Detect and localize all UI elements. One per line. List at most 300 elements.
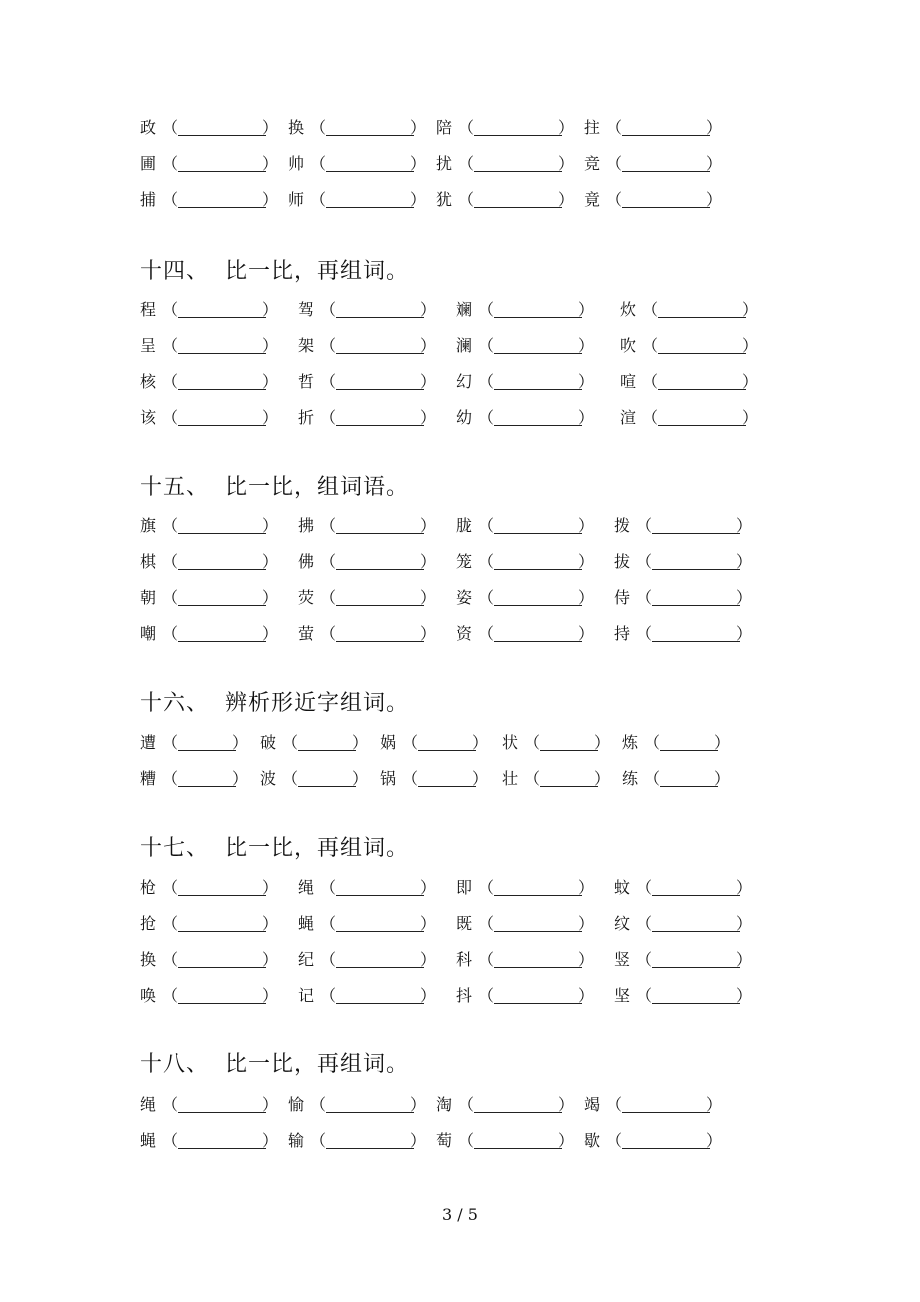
open-paren: （ <box>162 733 179 752</box>
answer-blank[interactable] <box>336 641 424 642</box>
answer-blank[interactable] <box>494 641 582 642</box>
answer-blank[interactable] <box>652 605 740 606</box>
open-paren: （ <box>282 733 299 752</box>
character: 状 <box>502 733 519 752</box>
close-paren: ） <box>706 118 723 137</box>
close-paren: ） <box>578 408 595 427</box>
close-paren: ） <box>410 1131 427 1150</box>
close-paren: ） <box>420 300 437 319</box>
close-paren: ） <box>420 408 437 427</box>
open-paren: （ <box>162 516 179 535</box>
close-paren: ） <box>262 372 279 391</box>
open-paren: （ <box>320 588 337 607</box>
close-paren: ） <box>736 552 753 571</box>
close-paren: ） <box>262 154 279 173</box>
close-paren: ） <box>232 769 249 788</box>
open-paren: （ <box>458 1131 475 1150</box>
open-paren: （ <box>320 950 337 969</box>
answer-blank[interactable] <box>326 207 414 208</box>
close-paren: ） <box>262 516 279 535</box>
close-paren: ） <box>736 986 753 1005</box>
open-paren: （ <box>162 552 179 571</box>
answer-blank[interactable] <box>326 1148 414 1149</box>
answer-blank[interactable] <box>336 967 424 968</box>
character: 锅 <box>380 769 397 788</box>
answer-blank[interactable] <box>622 171 710 172</box>
answer-blank[interactable] <box>326 1112 414 1113</box>
character: 遭 <box>140 733 157 752</box>
open-paren: （ <box>162 769 179 788</box>
close-paren: ） <box>578 624 595 643</box>
section-title: 十六、 辨析形近字组词。 <box>140 691 409 716</box>
character: 吹 <box>620 336 637 355</box>
answer-blank[interactable] <box>494 317 582 318</box>
close-paren: ） <box>558 118 575 137</box>
character: 拄 <box>584 118 601 137</box>
open-paren: （ <box>320 372 337 391</box>
answer-blank[interactable] <box>178 207 266 208</box>
open-paren: （ <box>162 1131 179 1150</box>
character: 驾 <box>298 300 315 319</box>
close-paren: ） <box>352 769 369 788</box>
character: 纪 <box>298 950 315 969</box>
answer-blank[interactable] <box>178 750 236 751</box>
close-paren: ） <box>706 190 723 209</box>
answer-blank[interactable] <box>658 389 746 390</box>
answer-blank[interactable] <box>178 931 266 932</box>
answer-blank[interactable] <box>494 533 582 534</box>
open-paren: （ <box>642 300 659 319</box>
close-paren: ） <box>714 733 731 752</box>
open-paren: （ <box>478 516 495 535</box>
open-paren: （ <box>606 1131 623 1150</box>
close-paren: ） <box>262 300 279 319</box>
character: 帅 <box>288 154 305 173</box>
answer-blank[interactable] <box>652 533 740 534</box>
character: 朝 <box>140 588 157 607</box>
open-paren: （ <box>282 769 299 788</box>
answer-blank[interactable] <box>178 641 266 642</box>
character: 架 <box>298 336 315 355</box>
character: 侍 <box>614 588 631 607</box>
answer-blank[interactable] <box>660 750 718 751</box>
character: 折 <box>298 408 315 427</box>
open-paren: （ <box>524 769 541 788</box>
answer-blank[interactable] <box>622 1148 710 1149</box>
character: 既 <box>456 914 473 933</box>
close-paren: ） <box>706 1095 723 1114</box>
close-paren: ） <box>578 336 595 355</box>
open-paren: （ <box>606 1095 623 1114</box>
close-paren: ） <box>262 588 279 607</box>
open-paren: （ <box>162 118 179 137</box>
close-paren: ） <box>742 300 759 319</box>
character: 程 <box>140 300 157 319</box>
answer-blank[interactable] <box>178 786 236 787</box>
close-paren: ） <box>420 914 437 933</box>
character: 歇 <box>584 1131 601 1150</box>
open-paren: （ <box>162 1095 179 1114</box>
character: 竞 <box>584 154 601 173</box>
answer-blank[interactable] <box>652 895 740 896</box>
character: 嘲 <box>140 624 157 643</box>
character: 唤 <box>140 986 157 1005</box>
character: 拨 <box>614 516 631 535</box>
open-paren: （ <box>636 878 653 897</box>
open-paren: （ <box>644 733 661 752</box>
answer-blank[interactable] <box>336 425 424 426</box>
open-paren: （ <box>478 986 495 1005</box>
answer-blank[interactable] <box>474 1148 562 1149</box>
character: 胧 <box>456 516 473 535</box>
open-paren: （ <box>478 372 495 391</box>
open-paren: （ <box>162 154 179 173</box>
open-paren: （ <box>642 408 659 427</box>
section-title: 十五、 比一比，组词语。 <box>140 475 409 500</box>
open-paren: （ <box>478 552 495 571</box>
character: 炼 <box>622 733 639 752</box>
character: 喧 <box>620 372 637 391</box>
close-paren: ） <box>262 336 279 355</box>
character: 佛 <box>298 552 315 571</box>
answer-blank[interactable] <box>336 1003 424 1004</box>
section-title: 十四、 比一比，再组词。 <box>140 259 409 284</box>
close-paren: ） <box>420 624 437 643</box>
open-paren: （ <box>162 190 179 209</box>
open-paren: （ <box>642 372 659 391</box>
character: 抢 <box>140 914 157 933</box>
open-paren: （ <box>310 1131 327 1150</box>
close-paren: ） <box>262 624 279 643</box>
close-paren: ） <box>578 552 595 571</box>
close-paren: ） <box>262 552 279 571</box>
character: 输 <box>288 1131 305 1150</box>
answer-blank[interactable] <box>298 786 356 787</box>
answer-blank[interactable] <box>494 425 582 426</box>
open-paren: （ <box>162 914 179 933</box>
open-paren: （ <box>478 336 495 355</box>
character: 波 <box>260 769 277 788</box>
section-title: 十八、 比一比，再组词。 <box>140 1052 409 1077</box>
answer-blank[interactable] <box>474 135 562 136</box>
close-paren: ） <box>578 588 595 607</box>
close-paren: ） <box>420 588 437 607</box>
character: 娲 <box>380 733 397 752</box>
open-paren: （ <box>606 190 623 209</box>
character: 斓 <box>456 300 473 319</box>
open-paren: （ <box>162 950 179 969</box>
answer-blank[interactable] <box>336 353 424 354</box>
character: 哲 <box>298 372 315 391</box>
character: 该 <box>140 408 157 427</box>
open-paren: （ <box>606 154 623 173</box>
character: 渲 <box>620 408 637 427</box>
character: 持 <box>614 624 631 643</box>
answer-blank[interactable] <box>658 353 746 354</box>
character: 竖 <box>614 950 631 969</box>
character: 笼 <box>456 552 473 571</box>
close-paren: ） <box>736 624 753 643</box>
open-paren: （ <box>162 878 179 897</box>
open-paren: （ <box>478 408 495 427</box>
close-paren: ） <box>420 950 437 969</box>
open-paren: （ <box>478 950 495 969</box>
character: 核 <box>140 372 157 391</box>
answer-blank[interactable] <box>652 569 740 570</box>
character: 蝇 <box>298 914 315 933</box>
answer-blank[interactable] <box>494 931 582 932</box>
answer-blank[interactable] <box>336 317 424 318</box>
character: 犹 <box>436 190 453 209</box>
close-paren: ） <box>420 986 437 1005</box>
open-paren: （ <box>320 516 337 535</box>
section-title: 十七、 比一比，再组词。 <box>140 836 409 861</box>
close-paren: ） <box>706 154 723 173</box>
open-paren: （ <box>320 914 337 933</box>
answer-blank[interactable] <box>178 135 266 136</box>
open-paren: （ <box>310 190 327 209</box>
character: 科 <box>456 950 473 969</box>
character: 荧 <box>298 588 315 607</box>
answer-blank[interactable] <box>178 389 266 390</box>
character: 萄 <box>436 1131 453 1150</box>
answer-blank[interactable] <box>336 389 424 390</box>
open-paren: （ <box>310 154 327 173</box>
close-paren: ） <box>352 733 369 752</box>
open-paren: （ <box>162 986 179 1005</box>
answer-blank[interactable] <box>178 569 266 570</box>
answer-blank[interactable] <box>652 1003 740 1004</box>
close-paren: ） <box>262 1095 279 1114</box>
character: 换 <box>288 118 305 137</box>
close-paren: ） <box>262 1131 279 1150</box>
open-paren: （ <box>320 624 337 643</box>
close-paren: ） <box>420 878 437 897</box>
character: 绳 <box>140 1095 157 1114</box>
open-paren: （ <box>636 986 653 1005</box>
close-paren: ） <box>578 986 595 1005</box>
open-paren: （ <box>458 154 475 173</box>
close-paren: ） <box>262 986 279 1005</box>
answer-blank[interactable] <box>658 317 746 318</box>
character: 纹 <box>614 914 631 933</box>
open-paren: （ <box>478 624 495 643</box>
character: 陪 <box>436 118 453 137</box>
open-paren: （ <box>478 914 495 933</box>
close-paren: ） <box>420 336 437 355</box>
close-paren: ） <box>578 300 595 319</box>
answer-blank[interactable] <box>658 425 746 426</box>
open-paren: （ <box>478 878 495 897</box>
answer-blank[interactable] <box>178 171 266 172</box>
open-paren: （ <box>402 769 419 788</box>
open-paren: （ <box>320 336 337 355</box>
open-paren: （ <box>478 300 495 319</box>
close-paren: ） <box>742 408 759 427</box>
character: 扰 <box>436 154 453 173</box>
close-paren: ） <box>578 372 595 391</box>
answer-blank[interactable] <box>326 171 414 172</box>
page-number: 3 / 5 <box>442 1205 478 1224</box>
close-paren: ） <box>558 1095 575 1114</box>
character: 捕 <box>140 190 157 209</box>
open-paren: （ <box>162 408 179 427</box>
close-paren: ） <box>410 118 427 137</box>
close-paren: ） <box>558 190 575 209</box>
answer-blank[interactable] <box>418 750 476 751</box>
character: 练 <box>622 769 639 788</box>
close-paren: ） <box>262 190 279 209</box>
close-paren: ） <box>262 950 279 969</box>
character: 壮 <box>502 769 519 788</box>
answer-blank[interactable] <box>178 967 266 968</box>
close-paren: ） <box>742 336 759 355</box>
close-paren: ） <box>736 516 753 535</box>
open-paren: （ <box>642 336 659 355</box>
answer-blank[interactable] <box>652 641 740 642</box>
answer-blank[interactable] <box>494 895 582 896</box>
character: 圃 <box>140 154 157 173</box>
close-paren: ） <box>578 516 595 535</box>
character: 蚊 <box>614 878 631 897</box>
close-paren: ） <box>736 588 753 607</box>
answer-blank[interactable] <box>178 317 266 318</box>
character: 记 <box>298 986 315 1005</box>
answer-blank[interactable] <box>494 569 582 570</box>
answer-blank[interactable] <box>494 605 582 606</box>
answer-blank[interactable] <box>660 786 718 787</box>
answer-blank[interactable] <box>540 750 598 751</box>
open-paren: （ <box>162 624 179 643</box>
close-paren: ） <box>410 190 427 209</box>
answer-blank[interactable] <box>326 135 414 136</box>
answer-blank[interactable] <box>494 1003 582 1004</box>
open-paren: （ <box>458 190 475 209</box>
close-paren: ） <box>420 516 437 535</box>
answer-blank[interactable] <box>178 605 266 606</box>
open-paren: （ <box>458 118 475 137</box>
answer-blank[interactable] <box>494 353 582 354</box>
answer-blank[interactable] <box>494 967 582 968</box>
close-paren: ） <box>410 1095 427 1114</box>
close-paren: ） <box>736 878 753 897</box>
open-paren: （ <box>320 552 337 571</box>
answer-blank[interactable] <box>178 533 266 534</box>
open-paren: （ <box>606 118 623 137</box>
answer-blank[interactable] <box>474 207 562 208</box>
close-paren: ） <box>594 769 611 788</box>
close-paren: ） <box>558 1131 575 1150</box>
answer-blank[interactable] <box>298 750 356 751</box>
close-paren: ） <box>736 950 753 969</box>
character: 换 <box>140 950 157 969</box>
character: 师 <box>288 190 305 209</box>
character: 呈 <box>140 336 157 355</box>
answer-blank[interactable] <box>178 1112 266 1113</box>
close-paren: ） <box>706 1131 723 1150</box>
close-paren: ） <box>578 914 595 933</box>
character: 旗 <box>140 516 157 535</box>
answer-blank[interactable] <box>336 605 424 606</box>
answer-blank[interactable] <box>474 1112 562 1113</box>
open-paren: （ <box>320 986 337 1005</box>
open-paren: （ <box>524 733 541 752</box>
open-paren: （ <box>636 950 653 969</box>
answer-blank[interactable] <box>336 533 424 534</box>
close-paren: ） <box>736 914 753 933</box>
character: 蝇 <box>140 1131 157 1150</box>
close-paren: ） <box>232 733 249 752</box>
open-paren: （ <box>636 624 653 643</box>
answer-blank[interactable] <box>336 569 424 570</box>
character: 炊 <box>620 300 637 319</box>
answer-blank[interactable] <box>540 786 598 787</box>
character: 坚 <box>614 986 631 1005</box>
open-paren: （ <box>310 118 327 137</box>
close-paren: ） <box>420 372 437 391</box>
character: 淘 <box>436 1095 453 1114</box>
answer-blank[interactable] <box>336 931 424 932</box>
close-paren: ） <box>742 372 759 391</box>
answer-blank[interactable] <box>178 353 266 354</box>
open-paren: （ <box>636 516 653 535</box>
open-paren: （ <box>320 300 337 319</box>
open-paren: （ <box>644 769 661 788</box>
character: 资 <box>456 624 473 643</box>
answer-blank[interactable] <box>474 171 562 172</box>
character: 萤 <box>298 624 315 643</box>
answer-blank[interactable] <box>494 389 582 390</box>
open-paren: （ <box>636 588 653 607</box>
answer-blank[interactable] <box>622 1112 710 1113</box>
character: 姿 <box>456 588 473 607</box>
open-paren: （ <box>162 300 179 319</box>
character: 幻 <box>456 372 473 391</box>
character: 愉 <box>288 1095 305 1114</box>
open-paren: （ <box>458 1095 475 1114</box>
character: 澜 <box>456 336 473 355</box>
answer-blank[interactable] <box>418 786 476 787</box>
answer-blank[interactable] <box>652 967 740 968</box>
close-paren: ） <box>420 552 437 571</box>
open-paren: （ <box>310 1095 327 1114</box>
answer-blank[interactable] <box>178 425 266 426</box>
close-paren: ） <box>262 118 279 137</box>
answer-blank[interactable] <box>336 895 424 896</box>
answer-blank[interactable] <box>178 1148 266 1149</box>
answer-blank[interactable] <box>622 207 710 208</box>
close-paren: ） <box>578 878 595 897</box>
answer-blank[interactable] <box>622 135 710 136</box>
close-paren: ） <box>714 769 731 788</box>
character: 拂 <box>298 516 315 535</box>
answer-blank[interactable] <box>178 1003 266 1004</box>
character: 竭 <box>584 1095 601 1114</box>
character: 破 <box>260 733 277 752</box>
open-paren: （ <box>162 588 179 607</box>
open-paren: （ <box>162 372 179 391</box>
close-paren: ） <box>472 769 489 788</box>
open-paren: （ <box>478 588 495 607</box>
character: 抖 <box>456 986 473 1005</box>
close-paren: ） <box>262 914 279 933</box>
answer-blank[interactable] <box>178 895 266 896</box>
character: 绳 <box>298 878 315 897</box>
character: 政 <box>140 118 157 137</box>
character: 幼 <box>456 408 473 427</box>
answer-blank[interactable] <box>652 931 740 932</box>
close-paren: ） <box>472 733 489 752</box>
